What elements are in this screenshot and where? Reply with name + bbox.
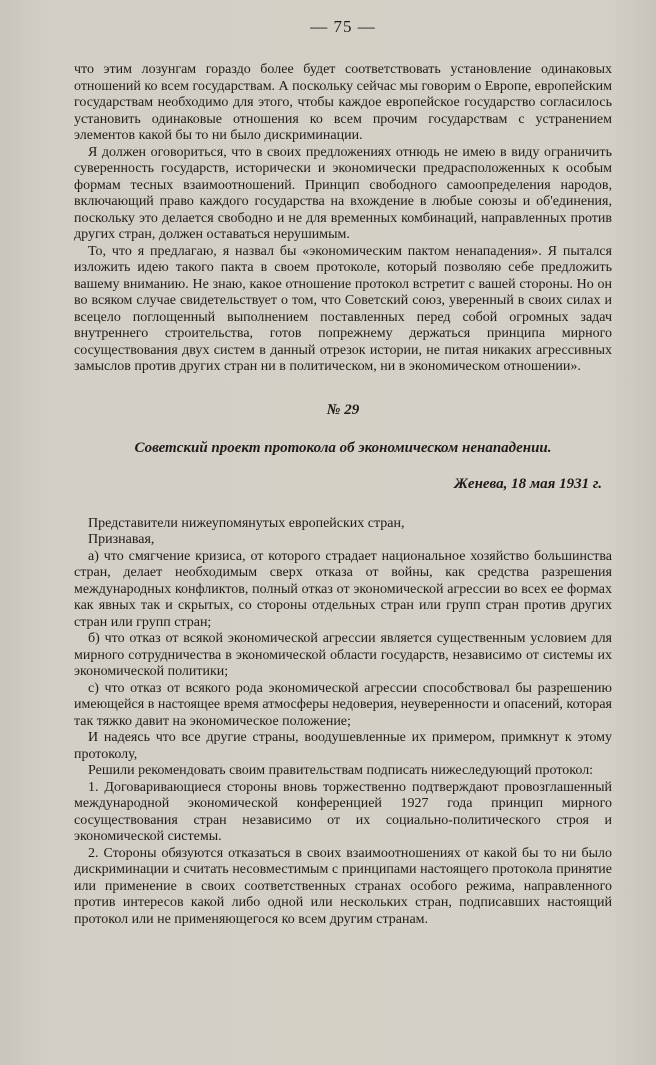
intro-paragraph-3: То, что я предлагаю, я назвал бы «экономическим пактом ненападения». Я пытался изложить идею такого пакта в своем протоколе, который позволяю себе предложить вашему вниманию. Не знаю, какое отношение протокол встретит с вашей стороны. Но он во всяком случае свидетельствует о том, что Советский союз, уверенный в своих силах и всецело поглощенный выполнением поставленных перед собой огромных задач внутреннего строительства, готов попрежнему держаться принципа мирного сосуществования двух систем в данный отрезок истории, не питая никаких агрессивных замыслов против других стран ни в политическом, ни в экономическом отношении». (74, 243, 612, 374)
document-number: № 29 (326, 401, 360, 418)
protocol-paragraph-1: Представители нижеупомянутых европейских стран, (88, 515, 405, 531)
intro-text (74, 62, 612, 376)
intro-paragraph-2: Я должен оговориться, что в своих предложениях отнюдь не имею в виду ограничить суверенность государств, исторически и экономически предрасположенных к особым формам тесных взаимоотношений. Принцип свободного самоопределения народов, включающий право каждого государства на вхождение в любые союзы и об'единения, поскольку это делается свободно и не для временных комбинаций, направленных против других стран, должен оставаться нерушимым. (74, 144, 612, 242)
page-number: — 75 — (310, 17, 376, 36)
intro-paragraph-1: что этим лозунгам гораздо более будет соответствовать установление одинаковых отношений ко всем государствам. А поскольку сейчас мы говорим о Европе, европейским государствам необходимо для этого, чтобы каждое европейское государство согласилось установить одинаковые отношения ко всем прочим государствам с устранением элементов какой бы то ни было дискриминации. (74, 62, 612, 143)
protocol-text (74, 516, 612, 929)
protocol-paragraph-6: И надеясь что все другие страны, воодушевленные их примером, примкнут к этому протоколу, (74, 730, 612, 762)
protocol-article-2: 2. Стороны обязуются отказаться в своих взаимоотношениях от какой бы то ни было дискриминации и считать несовместимым с принципами настоящего протокола принятие или применение в своих соответственных странах особого режима, направленного против интересов какой либо одной или нескольких стран, подписавших настоящий протокол или не применяющегося ко всем другим странам. (74, 845, 612, 927)
document-title: Советский проект протокола об экономическом ненападении. (134, 439, 552, 456)
protocol-paragraph-4: б) что отказ от всякой экономической агрессии является существенным условием для мирного сотрудничества в экономической области государств, независимо от системы их экономической политики; (74, 631, 612, 679)
protocol-article-1: 1. Договаривающиеся стороны вновь торжественно подтверждают провозглашенный международной экономической конференцией 1927 года принцип мирного сосуществования стран независимо от их социально-политического строя и экономической системы. (74, 779, 612, 844)
protocol-paragraph-2: Признавая, (88, 532, 155, 547)
protocol-paragraph-5: с) что отказ от всякого рода экономической агрессии способствовал бы разрешению имеющейся в настоящее время атмосферы недоверия, неуверенности и опасений, которая так тяжко давит на экономическое положение; (74, 680, 612, 729)
document-date: Женева, 18 мая 1931 г. (454, 475, 602, 492)
protocol-paragraph-3: а) что смягчение кризиса, от которого страдает национальное хозяйство большинства стран, делает необходимым сверх отказа от войны, как средства разрешения международных конфликтов, полный отказ от экономической агрессии во всех ее формах как явных так и скрытых, со стороны отдельных стран или групп стран против других стран или групп стран; (74, 548, 612, 630)
protocol-paragraph-7: Решили рекомендовать своим правительствам подписать нижеследующий протокол: (88, 763, 594, 778)
